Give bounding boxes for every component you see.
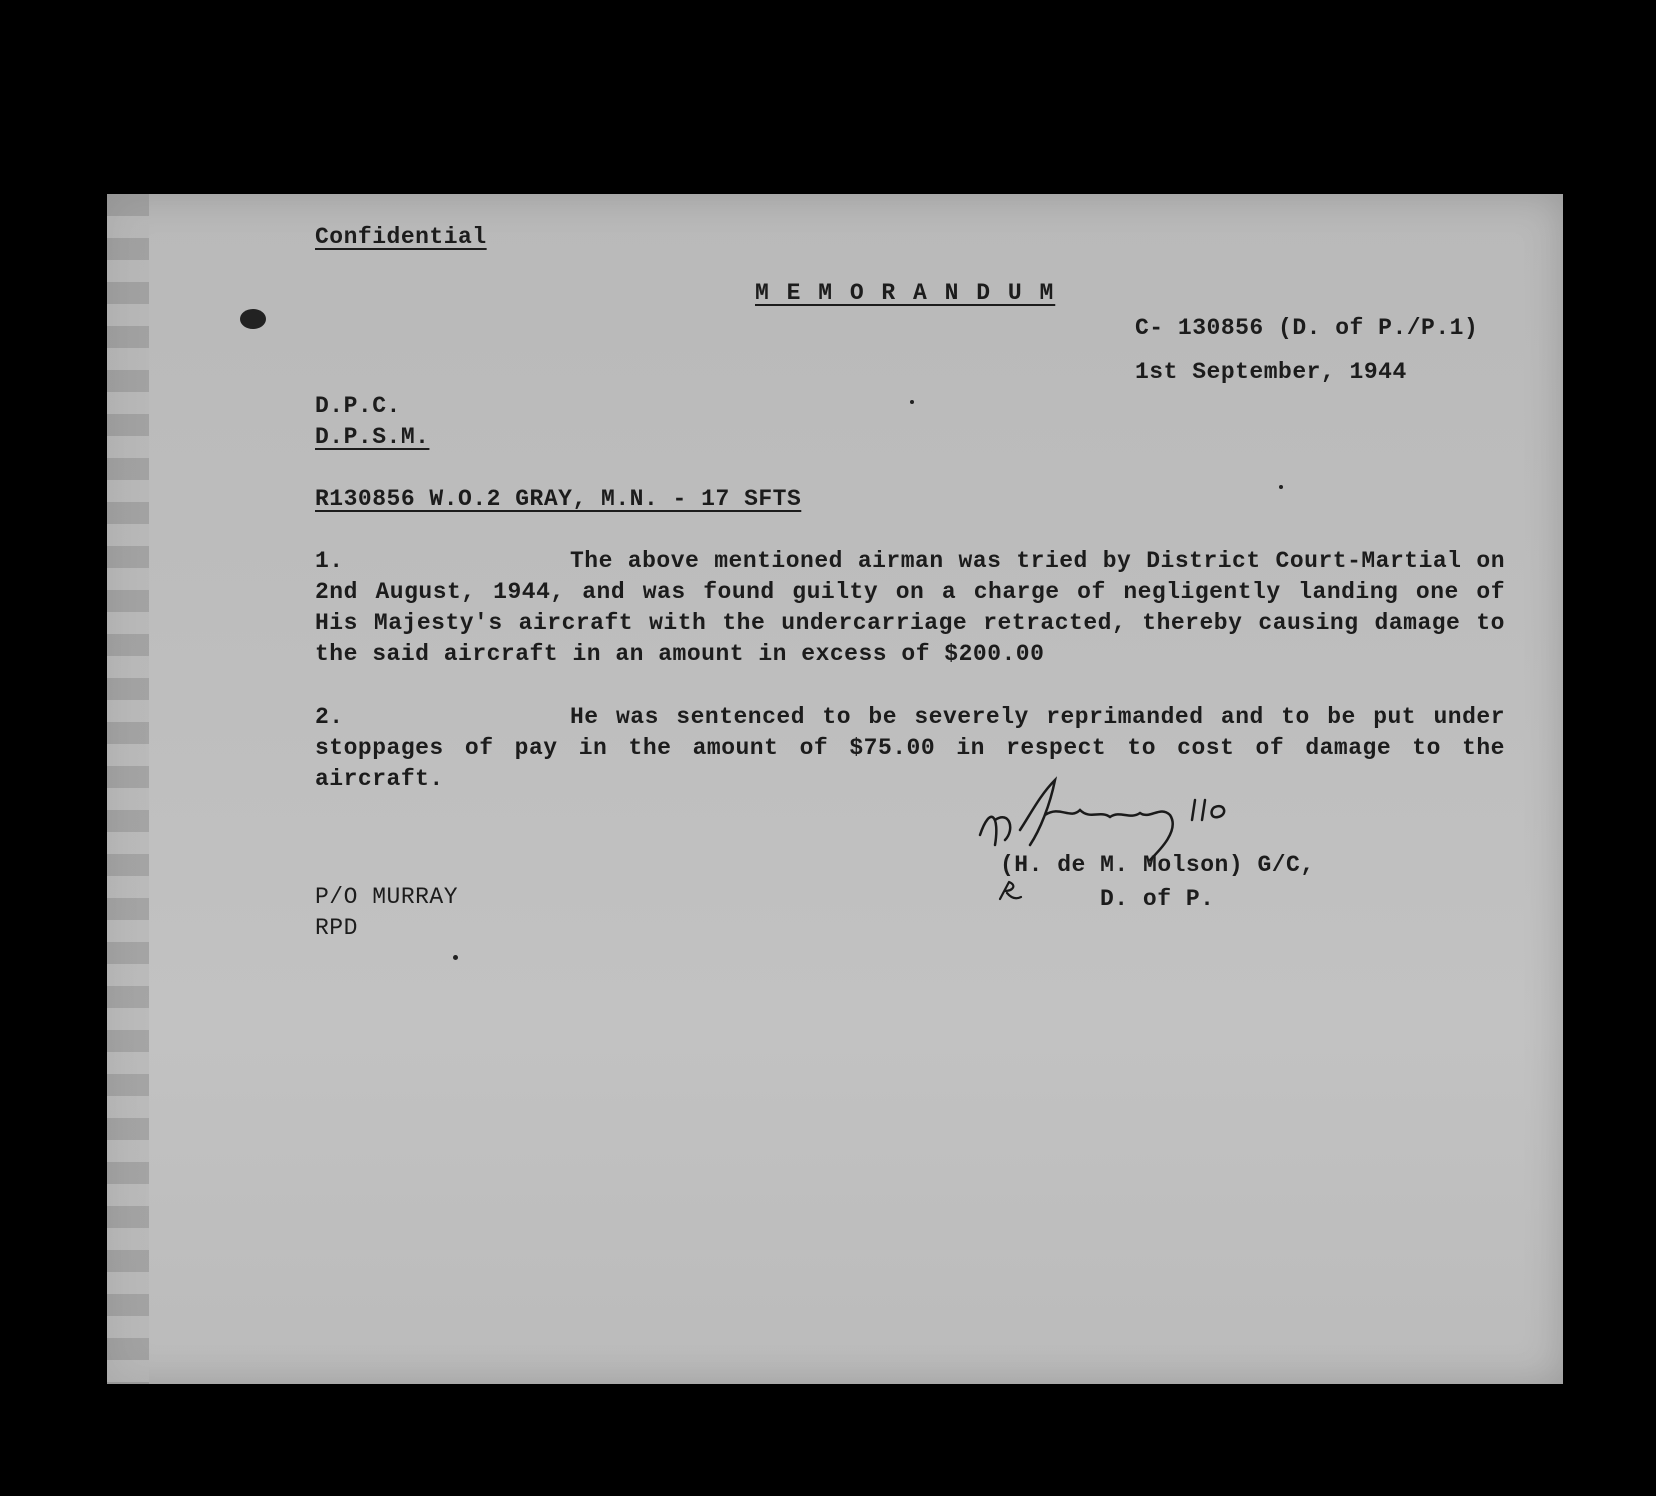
signatory-name: (H. de M. Molson) G/C, — [1000, 852, 1315, 878]
addressee-1: D.P.C. — [315, 393, 401, 419]
ink-speck — [910, 400, 914, 404]
ink-blot — [240, 309, 266, 329]
paragraph-1-number: 1. — [315, 548, 344, 574]
ink-speck — [1279, 485, 1283, 489]
cc-recipient-1: P/O MURRAY — [315, 884, 459, 910]
paragraph-2-text: He was sentenced to be severely reprimanded and to be put under stoppages of pay in the amount of $75.00 in respect to cost of damage to the aircraft. — [315, 704, 1505, 792]
paragraph-2-number: 2. — [315, 704, 344, 730]
cc-recipient-2: RPD — [315, 915, 358, 941]
addressee-2: D.P.S.M. — [315, 424, 430, 450]
signatory-title: D. of P. — [1100, 886, 1215, 912]
classification-label: Confidential — [315, 224, 487, 250]
sheet-edge-shadow — [107, 194, 149, 1384]
file-reference: C- 130856 (D. of P./P.1) — [1135, 315, 1479, 341]
per-initial-icon — [997, 879, 1023, 905]
ink-speck — [453, 955, 458, 960]
paragraph-1-text: The above mentioned airman was tried by District Court-Martial on 2nd August, 1944, and was found guilty on a charge of negligently landing one of His Majesty's aircraft with the undercarriage retracted, thereby causing damage to the said aircraft in an amount in excess of $200.00 — [315, 548, 1505, 667]
memo-title: M E M O R A N D U M — [755, 280, 1056, 306]
memo-date: 1st September, 1944 — [1135, 359, 1407, 385]
subject-line: R130856 W.O.2 GRAY, M.N. - 17 SFTS — [315, 486, 802, 512]
